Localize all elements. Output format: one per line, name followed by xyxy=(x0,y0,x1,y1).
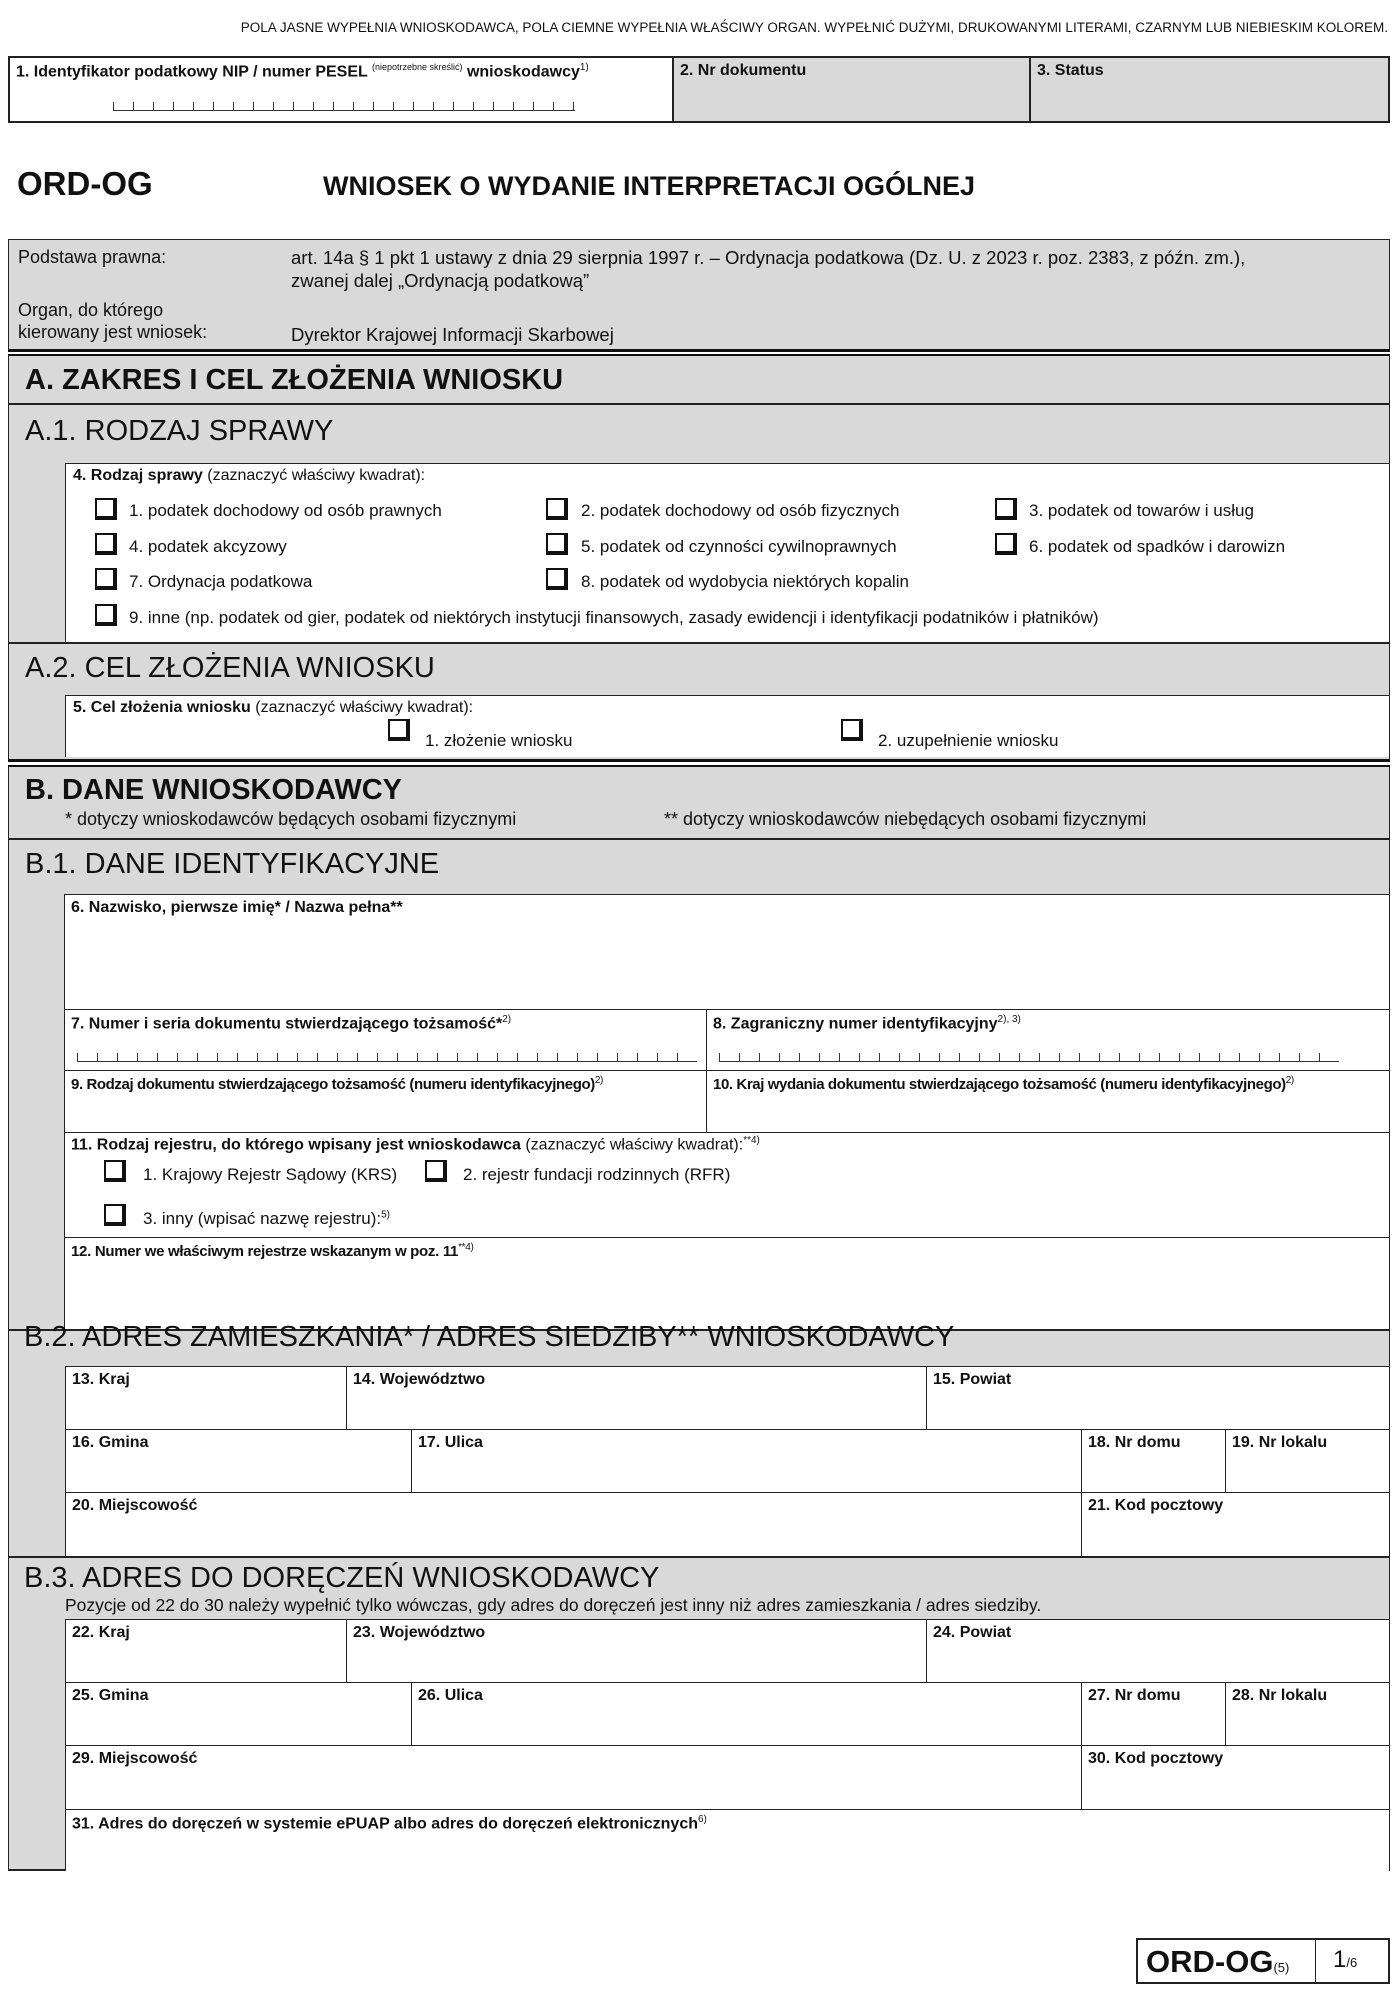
f25-field[interactable] xyxy=(66,1683,411,1745)
f11-hint: (zaznaczyć właściwy kwadrat): xyxy=(520,1136,744,1154)
form-code: ORD-OG xyxy=(17,165,153,202)
section-a-title: A. ZAKRES I CEL ZŁOŻENIA WNIOSKU xyxy=(25,364,564,396)
f16-label: 16. Gmina xyxy=(72,1434,149,1451)
opt-inheritance: 6. podatek od spadków i darowizn xyxy=(1029,537,1286,556)
note-legal-entities: ** dotyczy wnioskodawców niebędących osobami fizycznymi xyxy=(664,809,1147,829)
foreign-id-field[interactable] xyxy=(707,1010,1390,1070)
opt-rfr: 2. rejestr fundacji rodzinnych (RFR) xyxy=(463,1165,731,1184)
id-issuing-country-field[interactable] xyxy=(707,1071,1390,1132)
f7-footnote: 2) xyxy=(502,1014,512,1025)
checkbox-other[interactable] xyxy=(95,604,117,626)
opt-other-register: 3. inny (wpisać nazwę rejestru): xyxy=(143,1209,382,1228)
checkbox-cit[interactable] xyxy=(95,498,117,520)
checkbox-inheritance[interactable] xyxy=(995,533,1017,555)
id-document-number-field[interactable] xyxy=(65,1010,706,1070)
opt-minerals: 8. podatek od wydobycia niektórych kopalin xyxy=(581,572,909,591)
f11-footnote: **4) xyxy=(743,1135,760,1146)
f14-label: 14. Województwo xyxy=(353,1371,486,1388)
f1-footnote: 1) xyxy=(579,62,589,73)
f12-label: 12. Numer we właściwym rejestrze wskazanym w poz. 11 xyxy=(71,1243,459,1260)
f9-label: 9. Rodzaj dokumentu stwierdzającego tożsamość (numeru identyfikacyjnego) xyxy=(71,1076,595,1093)
f1-small-note: (niepotrzebne skreślić) xyxy=(371,62,463,72)
f30-field[interactable] xyxy=(1082,1746,1390,1809)
section-b2-title: B.2. ADRES ZAMIESZKANIA* / ADRES SIEDZIBY** WNIOSKODAWCY xyxy=(24,1321,955,1353)
nip-digit-ticks xyxy=(113,102,575,111)
f8-footnote: 2), 3) xyxy=(997,1014,1021,1025)
f4-hint: (zaznaczyć właściwy kwadrat): xyxy=(202,467,426,484)
doc-number-field xyxy=(674,58,1029,121)
f26-field[interactable] xyxy=(412,1683,1080,1745)
basis-text-1: art. 14a § 1 pkt 1 ustawy z dnia 29 sierpnia 1997 r. – Ordynacja podatkowa (Dz. U. z 2023 r. poz. 2383, z późn. zm.), xyxy=(291,247,1246,268)
opt-excise: 4. podatek akcyzowy xyxy=(129,537,287,556)
footer-form-code: ORD-OG xyxy=(1146,1944,1274,1979)
f6-label: 6. Nazwisko, pierwsze imię* / Nazwa pełna** xyxy=(71,899,403,916)
status-field xyxy=(1031,58,1388,121)
opt-other-register-footnote: 5) xyxy=(381,1209,390,1221)
f27-field[interactable] xyxy=(1082,1683,1224,1745)
b3-note: Pozycje od 22 do 30 należy wypełnić tylko wówczas, gdy adres do doręczeń jest inny niż adres zamieszkania / adres siedziby. xyxy=(65,1595,1042,1615)
f2-label: 2. Nr dokumentu xyxy=(680,62,807,79)
f1-label: 1. Identyfikator podatkowy NIP / numer PESEL xyxy=(16,63,368,81)
f13-label: 13. Kraj xyxy=(72,1371,130,1388)
f24-field[interactable] xyxy=(927,1620,1390,1682)
checkbox-excise[interactable] xyxy=(95,533,117,555)
f19-field[interactable] xyxy=(1226,1430,1390,1492)
f20-label: 20. Miejscowość xyxy=(72,1497,198,1514)
f21-label: 21. Kod pocztowy xyxy=(1088,1497,1224,1514)
f31-label: 31. Adres do doręczeń w systemie ePUAP albo adres do doręczeń elektronicznych xyxy=(72,1815,698,1833)
checkbox-submission[interactable] xyxy=(388,719,410,741)
footer-total: /6 xyxy=(1346,1955,1358,1970)
note-natural-persons: * dotyczy wnioskodawców będących osobami fizycznymi xyxy=(65,809,517,829)
id-document-type-field[interactable] xyxy=(65,1071,706,1132)
f7-digit-ticks xyxy=(77,1053,697,1062)
f4-label: 4. Rodzaj sprawy xyxy=(73,467,203,484)
f18-field[interactable] xyxy=(1082,1430,1224,1492)
f27-label: 27. Nr domu xyxy=(1088,1687,1181,1704)
section-b3-title: B.3. ADRES DO DORĘCZEŃ WNIOSKODAWCY xyxy=(24,1562,660,1594)
checkbox-vat[interactable] xyxy=(995,498,1017,520)
section-a1-title: A.1. RODZAJ SPRAWY xyxy=(25,415,334,447)
section-a2-title: A.2. CEL ZŁOŻENIA WNIOSKU xyxy=(25,652,435,684)
f20-field[interactable] xyxy=(66,1493,1080,1557)
f9-footnote: 2) xyxy=(594,1075,603,1086)
section-b-title: B. DANE WNIOSKODAWCY xyxy=(25,774,402,806)
checkbox-pit[interactable] xyxy=(546,498,568,520)
f19-label: 19. Nr lokalu xyxy=(1232,1434,1328,1451)
checkbox-tax-ordinance[interactable] xyxy=(95,568,117,590)
nip-pesel-field[interactable] xyxy=(10,58,672,121)
footer-page: 1 xyxy=(1333,1946,1347,1973)
organ-label-2: kierowany jest wniosek: xyxy=(18,322,208,342)
footer-box xyxy=(1136,1938,1390,1984)
f10-footnote: 2) xyxy=(1285,1075,1294,1086)
f25-label: 25. Gmina xyxy=(72,1687,149,1704)
f1-tail: wnioskodawcy xyxy=(462,63,580,81)
f23-label: 23. Województwo xyxy=(353,1624,486,1641)
section-a xyxy=(8,356,1390,760)
f24-label: 24. Powiat xyxy=(933,1624,1012,1641)
epuap-address-field[interactable] xyxy=(66,1810,1390,1870)
f18-label: 18. Nr domu xyxy=(1088,1434,1181,1451)
f11-label: 11. Rodzaj rejestru, do którego wpisany jest wnioskodawca xyxy=(71,1136,521,1154)
checkbox-supplement[interactable] xyxy=(841,719,863,741)
header-box xyxy=(8,56,1390,123)
f22-label: 22. Kraj xyxy=(72,1624,130,1641)
opt-cit: 1. podatek dochodowy od osób prawnych xyxy=(129,501,442,520)
f15-label: 15. Powiat xyxy=(933,1371,1012,1388)
f15-field[interactable] xyxy=(927,1367,1390,1429)
f14-field[interactable] xyxy=(347,1367,925,1429)
checkbox-minerals[interactable] xyxy=(546,568,568,590)
opt-other: 9. inne (np. podatek od gier, podatek od niektórych instytucji finansowych, zasady ewidencji i identyfikacji podatników i płatników) xyxy=(129,608,1099,627)
f8-label: 8. Zagraniczny numer identyfikacyjny xyxy=(713,1015,998,1033)
basis-text-2: zwanej dalej „Ordynacją podatkową” xyxy=(291,270,590,291)
section-b1-title: B.1. DANE IDENTYFIKACYJNE xyxy=(25,848,440,880)
f29-field[interactable] xyxy=(66,1746,1080,1809)
opt-supplement: 2. uzupełnienie wniosku xyxy=(878,731,1059,750)
f13-field[interactable] xyxy=(66,1367,346,1429)
f28-label: 28. Nr lokalu xyxy=(1232,1687,1328,1704)
opt-submission: 1. złożenie wniosku xyxy=(425,731,573,750)
f31-footnote: 6) xyxy=(698,1814,707,1825)
f22-field[interactable] xyxy=(66,1620,346,1682)
name-field[interactable] xyxy=(65,895,1390,1009)
checkbox-other-register[interactable] xyxy=(104,1204,126,1226)
delivery-address-grid xyxy=(65,1619,1389,1871)
legal-basis-box xyxy=(8,239,1390,350)
opt-vat: 3. podatek od towarów i usług xyxy=(1029,501,1254,520)
f28-field[interactable] xyxy=(1226,1683,1390,1745)
f5-label: 5. Cel złożenia wniosku xyxy=(73,699,251,716)
f3-label: 3. Status xyxy=(1037,62,1104,79)
checkbox-krs[interactable] xyxy=(104,1160,126,1182)
f10-label: 10. Kraj wydania dokumentu stwierdzającego tożsamość (numeru identyfikacyjnego) xyxy=(713,1076,1286,1093)
footer-version: (5) xyxy=(1273,1960,1290,1975)
f30-label: 30. Kod pocztowy xyxy=(1088,1750,1224,1767)
basis-label: Podstawa prawna: xyxy=(18,247,167,267)
f5-hint: (zaznaczyć właściwy kwadrat): xyxy=(250,699,474,716)
organ-text: Dyrektor Krajowej Informacji Skarbowej xyxy=(291,324,614,345)
f21-field[interactable] xyxy=(1082,1493,1390,1557)
purpose-field xyxy=(65,695,1389,757)
opt-krs: 1. Krajowy Rejestr Sądowy (KRS) xyxy=(143,1165,398,1184)
f16-field[interactable] xyxy=(66,1430,411,1492)
f29-label: 29. Miejscowość xyxy=(72,1750,198,1767)
residence-address-grid xyxy=(65,1366,1389,1556)
opt-tax-ordinance: 7. Ordynacja podatkowa xyxy=(129,572,313,591)
opt-pit: 2. podatek dochodowy od osób fizycznych xyxy=(581,501,900,520)
form-title: WNIOSEK O WYDANIE INTERPRETACJI OGÓLNEJ xyxy=(323,171,976,201)
checkbox-pcc[interactable] xyxy=(546,533,568,555)
f8-digit-ticks xyxy=(719,1053,1339,1062)
f23-field[interactable] xyxy=(347,1620,925,1682)
checkbox-rfr[interactable] xyxy=(425,1160,447,1182)
opt-pcc: 5. podatek od czynności cywilnoprawnych xyxy=(581,537,897,556)
top-note: POLA JASNE WYPEŁNIA WNIOSKODAWCA, POLA CIEMNE WYPEŁNIA WŁAŚCIWY ORGAN. WYPEŁNIĆ DUŻYMI, DRUKOWANYMI LITERAMI, CZARNYM LUB NIEBIESKIM KOLOREM. xyxy=(240,20,1388,35)
f17-field[interactable] xyxy=(412,1430,1080,1492)
f12-footnote: **4) xyxy=(458,1242,474,1253)
organ-label-1: Organ, do którego xyxy=(18,300,164,320)
f7-label: 7. Numer i seria dokumentu stwierdzającego tożsamość* xyxy=(71,1015,503,1033)
f17-label: 17. Ulica xyxy=(418,1434,483,1451)
f26-label: 26. Ulica xyxy=(418,1687,483,1704)
register-number-field[interactable] xyxy=(65,1238,1390,1330)
